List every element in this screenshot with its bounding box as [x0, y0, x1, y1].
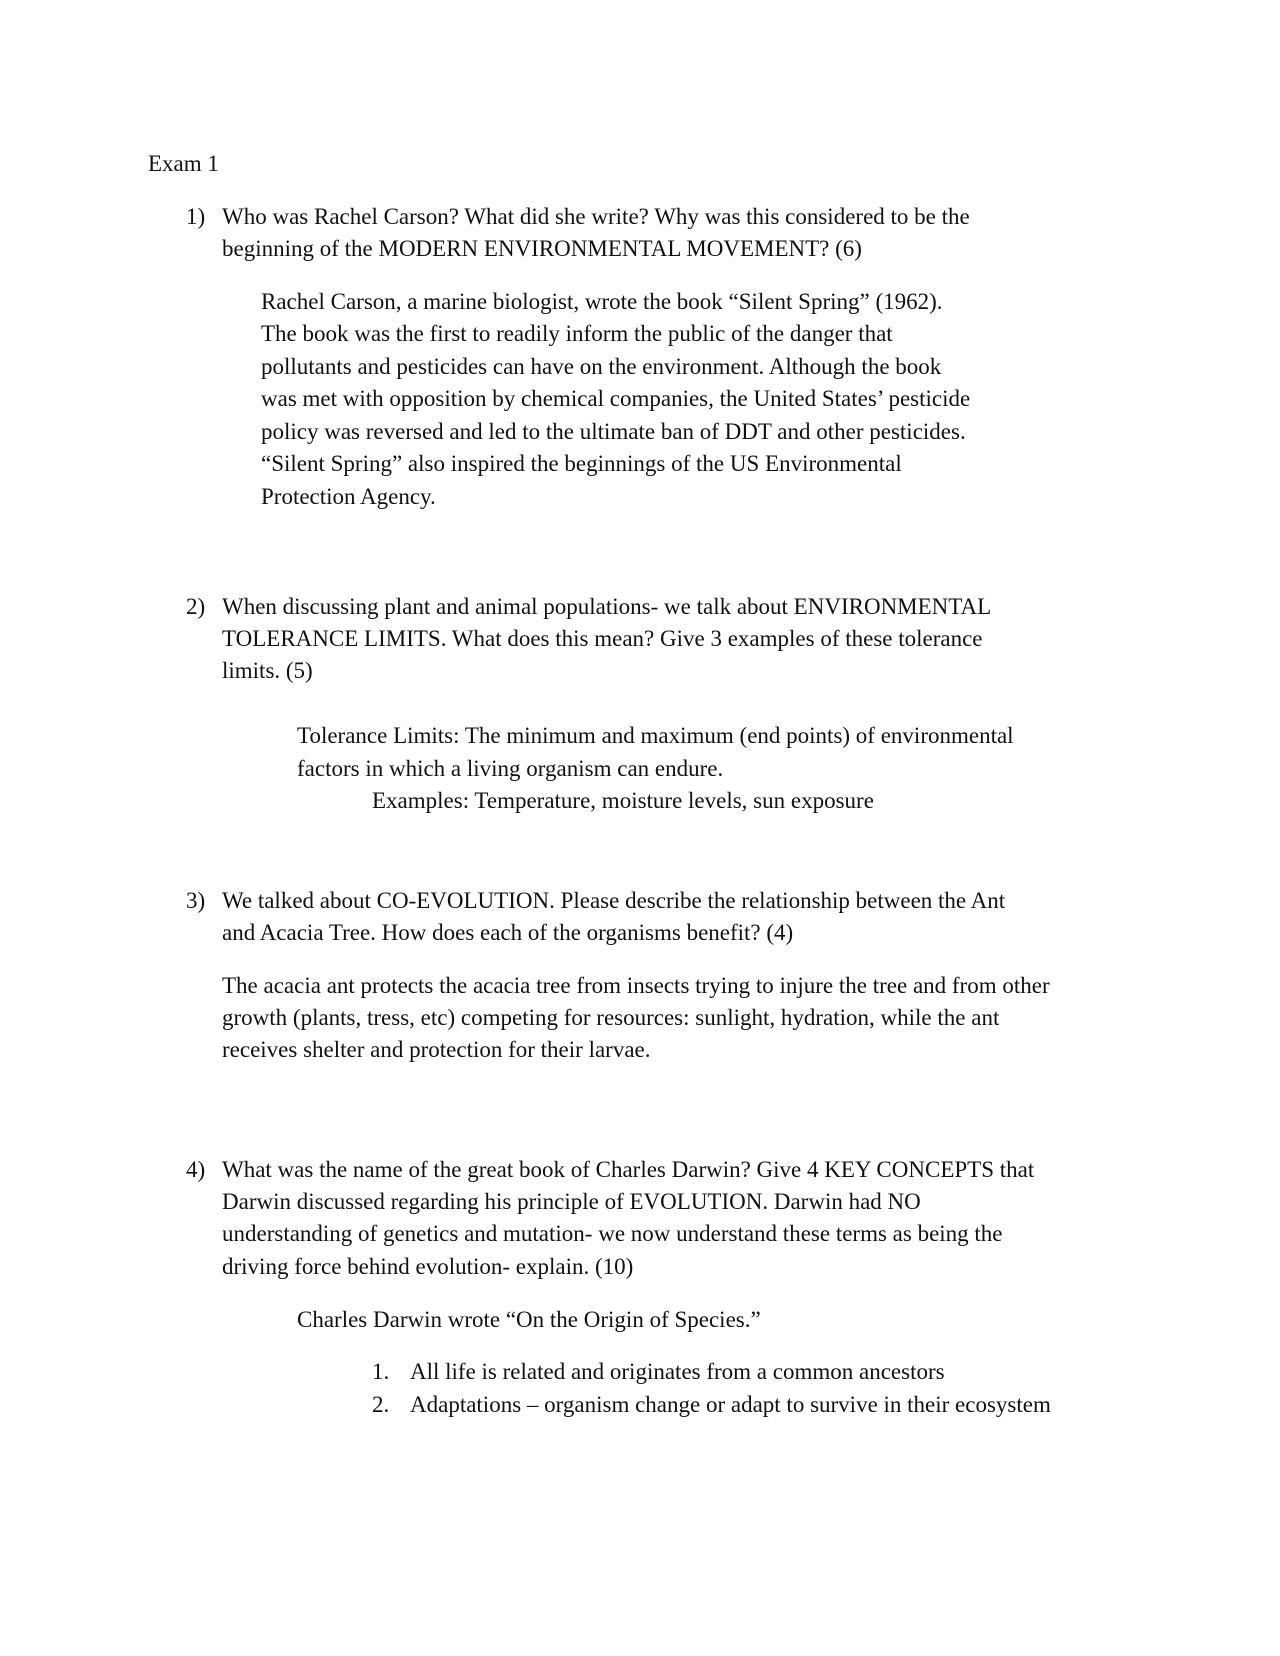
answer-line: receives shelter and protection for their larvae. [222, 1037, 651, 1062]
concept-number: 2. [372, 1392, 390, 1417]
answer-line: pollutants and pesticides can have on the environment. Although the book [261, 354, 942, 379]
exam-title: Exam 1 [148, 151, 219, 176]
answer-line: factors in which a living organism can endure. [297, 756, 724, 781]
concept-number: 1. [372, 1359, 390, 1384]
answer-line: Tolerance Limits: The minimum and maximum (end points) of environmental [297, 723, 1014, 748]
question-3-number: 3) [186, 888, 206, 913]
examples-line: Examples: Temperature, moisture levels, sun exposure [372, 788, 874, 813]
question-4-prompt-line: What was the name of the great book of Charles Darwin? Give 4 KEY CONCEPTS that [222, 1157, 1035, 1182]
question-2-prompt-line: TOLERANCE LIMITS. What does this mean? Give 3 examples of these tolerance [222, 626, 983, 651]
answer-line: Charles Darwin wrote “On the Origin of Species.” [297, 1307, 761, 1332]
question-3-prompt-line: We talked about CO-EVOLUTION. Please describe the relationship between the Ant [222, 888, 1006, 913]
question-2-prompt-line: When discussing plant and animal populations- we talk about ENVIRONMENTAL [222, 594, 992, 619]
question-1-number: 1) [186, 204, 206, 229]
answer-line: The acacia ant protects the acacia tree from insects trying to injure the tree and from other [222, 973, 1050, 998]
question-3-prompt-line: and Acacia Tree. How does each of the organisms benefit? (4) [222, 920, 794, 945]
question-2-prompt-line: limits. (5) [222, 658, 313, 683]
answer-line: Protection Agency. [261, 484, 436, 509]
question-4-prompt-line: understanding of genetics and mutation- we now understand these terms as being the [222, 1221, 1003, 1246]
concept-text: All life is related and originates from a common ancestors [410, 1359, 945, 1384]
question-4-number: 4) [186, 1157, 206, 1182]
question-4-prompt-line: driving force behind evolution- explain. (10) [222, 1254, 634, 1279]
answer-line: “Silent Spring” also inspired the beginnings of the US Environmental [261, 451, 902, 476]
answer-line: The book was the first to readily inform the public of the danger that [261, 321, 893, 346]
answer-line: growth (plants, tress, etc) competing for resources: sunlight, hydration, while the ant [222, 1005, 1000, 1030]
question-2-number: 2) [186, 594, 206, 619]
question-1-prompt-line: beginning of the MODERN ENVIRONMENTAL MOVEMENT? (6) [222, 236, 862, 261]
answer-line: policy was reversed and led to the ultimate ban of DDT and other pesticides. [261, 419, 966, 444]
concept-text: Adaptations – organism change or adapt to survive in their ecosystem [410, 1392, 1051, 1417]
answer-line: Rachel Carson, a marine biologist, wrote the book “Silent Spring” (1962). [261, 289, 943, 314]
answer-line: was met with opposition by chemical companies, the United States’ pesticide [261, 386, 971, 411]
question-1-prompt-line: Who was Rachel Carson? What did she write? Why was this considered to be the [222, 204, 970, 229]
question-4-prompt-line: Darwin discussed regarding his principle of EVOLUTION. Darwin had NO [222, 1189, 921, 1214]
